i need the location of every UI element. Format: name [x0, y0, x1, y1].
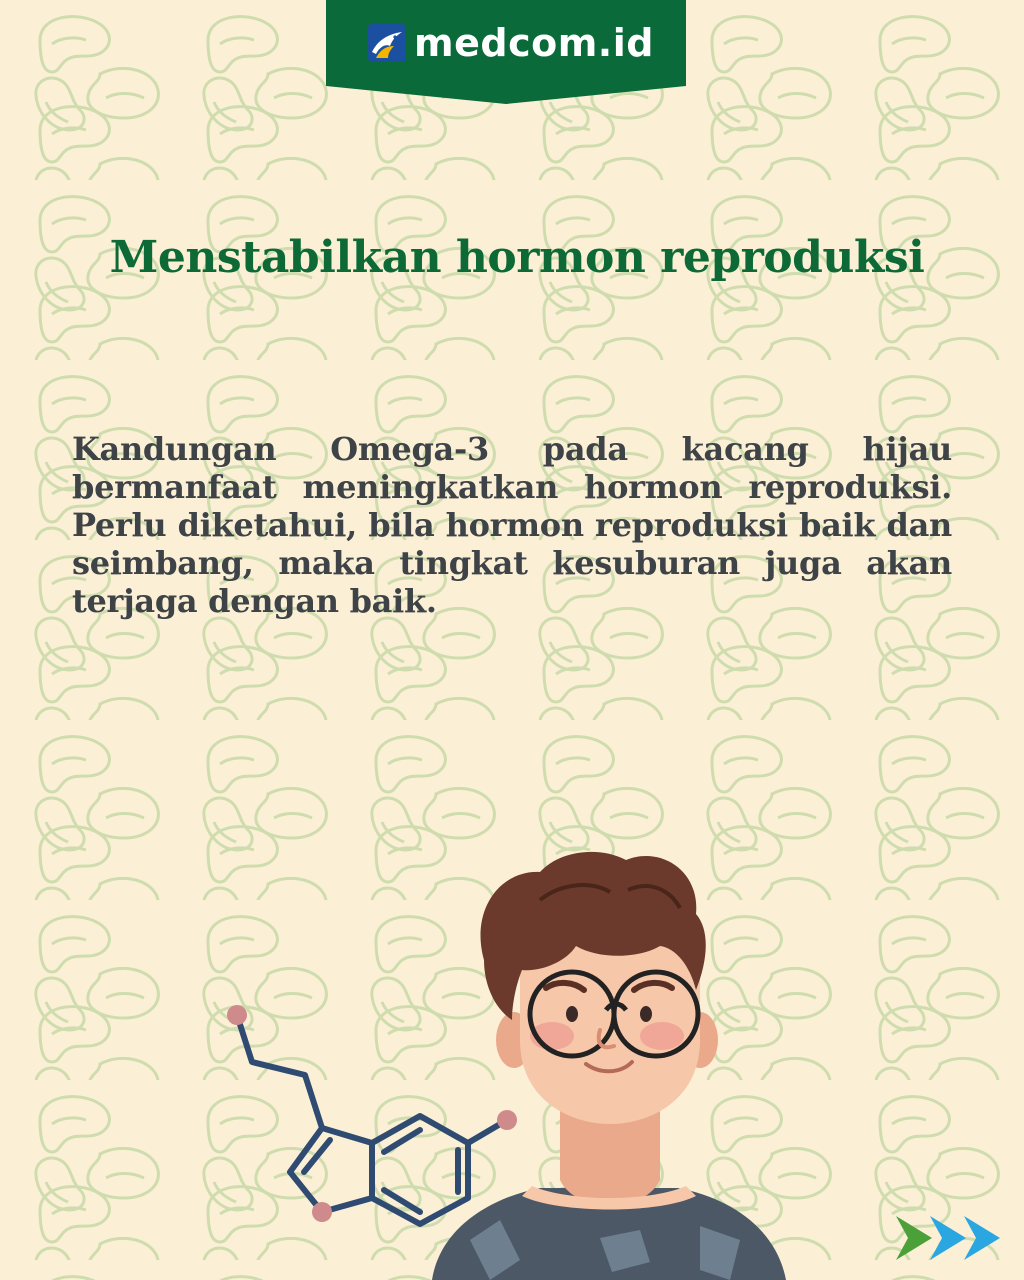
atom-bottom [312, 1202, 332, 1222]
brand-logo-link[interactable] [368, 18, 654, 68]
body-paragraph: Kandungan Omega-3 pada kacang hijau bermanfaat meningkatkan hormon reproduksi. Perlu diketahui, bila hormon reproduksi baik dan seimbang, maka tingkat kesuburan juga akan terjaga dengan baik. [72, 430, 952, 620]
molecule-icon [237, 1015, 507, 1224]
eagle-logo-icon [368, 24, 406, 62]
atom-right [497, 1110, 517, 1130]
atom-top [227, 1005, 247, 1025]
brand-banner [326, 0, 686, 104]
page-title: Menstabilkan hormon reproduksi [109, 232, 925, 283]
next-arrows-icon[interactable] [892, 1210, 1012, 1266]
brand-name: medcom.id [414, 21, 654, 65]
boy-character [432, 852, 786, 1280]
illustration [0, 820, 1024, 1280]
